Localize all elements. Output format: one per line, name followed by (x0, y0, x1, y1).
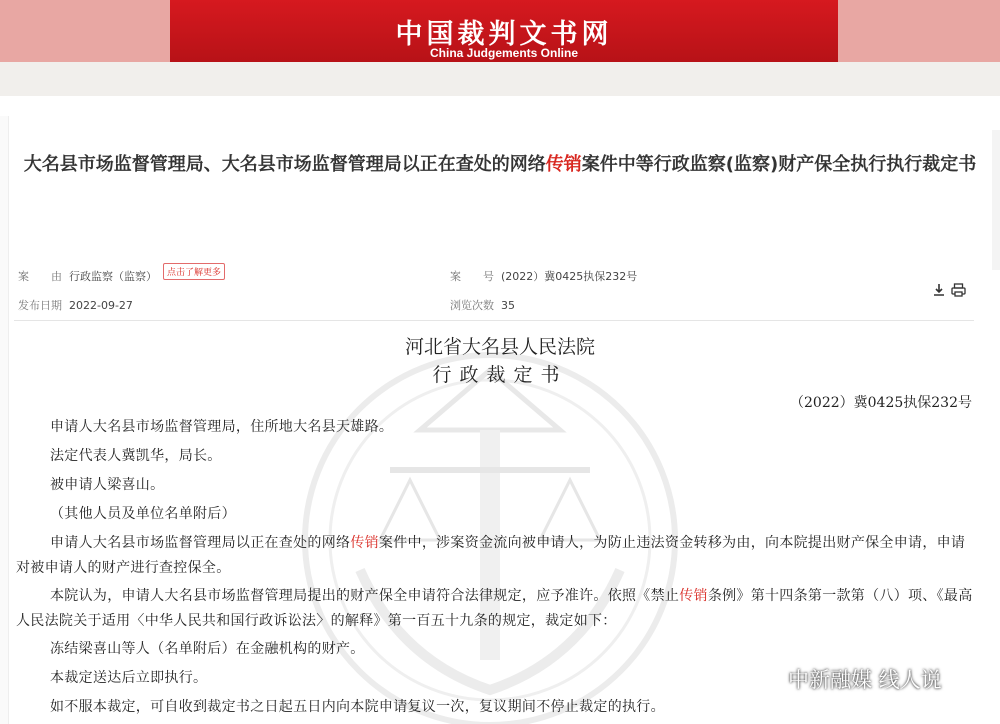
paragraph-reasoning: 本院认为，申请人大名县市场监督管理局提出的财产保全申请符合法律规定，应予准许。依照《禁止传销条例》第十四条第一款第（八）项、《最高人民法院关于适用〈中华人民共和国行政诉讼法〉的解释》第一百五十九条的规定，裁定如下： (16, 588, 973, 629)
paragraph-applicant: 申请人大名县市场监督管理局，住所地大名县天雄路。 (50, 419, 394, 435)
case-number: （2022）冀0425执保232号 (790, 395, 972, 411)
print-icon[interactable] (951, 282, 966, 301)
meta-date-label: 发布日期 (18, 299, 62, 312)
meta-date (18, 297, 133, 313)
paragraph-legal-rep: 法定代表人冀凯华，局长。 (50, 448, 222, 464)
paragraph-respondent: 被申请人梁喜山。 (50, 477, 165, 493)
download-icon[interactable] (932, 282, 951, 301)
site-title[interactable]: 中国裁判文书网 (395, 19, 613, 50)
paragraph-execution: 本裁定送达后立即执行。 (50, 670, 208, 686)
meta-caseno-value: (2022）冀0425执保232号 (501, 270, 638, 283)
highlight-keyword: 传销 (679, 588, 708, 604)
left-edge (0, 116, 9, 724)
court-emblem-watermark (300, 330, 680, 724)
banner-right-decoration (838, 0, 1000, 62)
more-info-tag[interactable]: 点击了解更多 (163, 263, 225, 280)
meta-views-value: 35 (501, 299, 515, 312)
wechat-icon (750, 668, 782, 690)
highlight-keyword: 传销 (350, 535, 379, 551)
banner-center (170, 0, 838, 62)
meta-cause-label: 案 由 (18, 270, 62, 283)
paragraph-ruling: 冻结梁喜山等人（名单附后）在金融机构的财产。 (50, 641, 365, 657)
document-type: 行政裁定书 (432, 364, 568, 386)
highlight-keyword: 传销 (545, 154, 582, 175)
watermark-text: 中新融媒 线人说 (788, 668, 942, 692)
action-icons (932, 282, 966, 301)
right-side-panel (992, 130, 1000, 270)
meta-cause-value: 行政监察（监察） (69, 270, 157, 283)
divider (14, 320, 974, 321)
header-gap (0, 62, 1000, 96)
site-subtitle: China Judgements Online (429, 46, 579, 60)
paragraph-appeal: 如不服本裁定，可自收到裁定书之日起五日内向本院申请复议一次，复议期间不停止裁定的执行。 (50, 699, 665, 715)
meta-views-label: 浏览次数 (450, 299, 494, 312)
meta-date-value: 2022-09-27 (69, 299, 133, 312)
court-name: 河北省大名县人民法院 (404, 336, 595, 358)
banner-left-decoration (0, 0, 170, 62)
meta-cause (18, 268, 157, 284)
meta-caseno (450, 268, 637, 284)
document-title: 大名县市场监督管理局、大名县市场监督管理局以正在查处的网络传销案件中等行政监察(监察)财产保全执行执行裁定书 (23, 154, 977, 175)
meta-views (450, 297, 515, 313)
site-banner (0, 0, 1000, 62)
paragraph-others: （其他人员及单位名单附后） (50, 506, 236, 522)
paragraph-facts: 申请人大名县市场监督管理局以正在查处的网络传销案件中，涉案资金流向被申请人，为防止违法资金转移为由，向本院提出财产保全申请，申请对被申请人的财产进行查控保全。 (16, 535, 966, 576)
meta-caseno-label: 案 号 (450, 270, 494, 283)
